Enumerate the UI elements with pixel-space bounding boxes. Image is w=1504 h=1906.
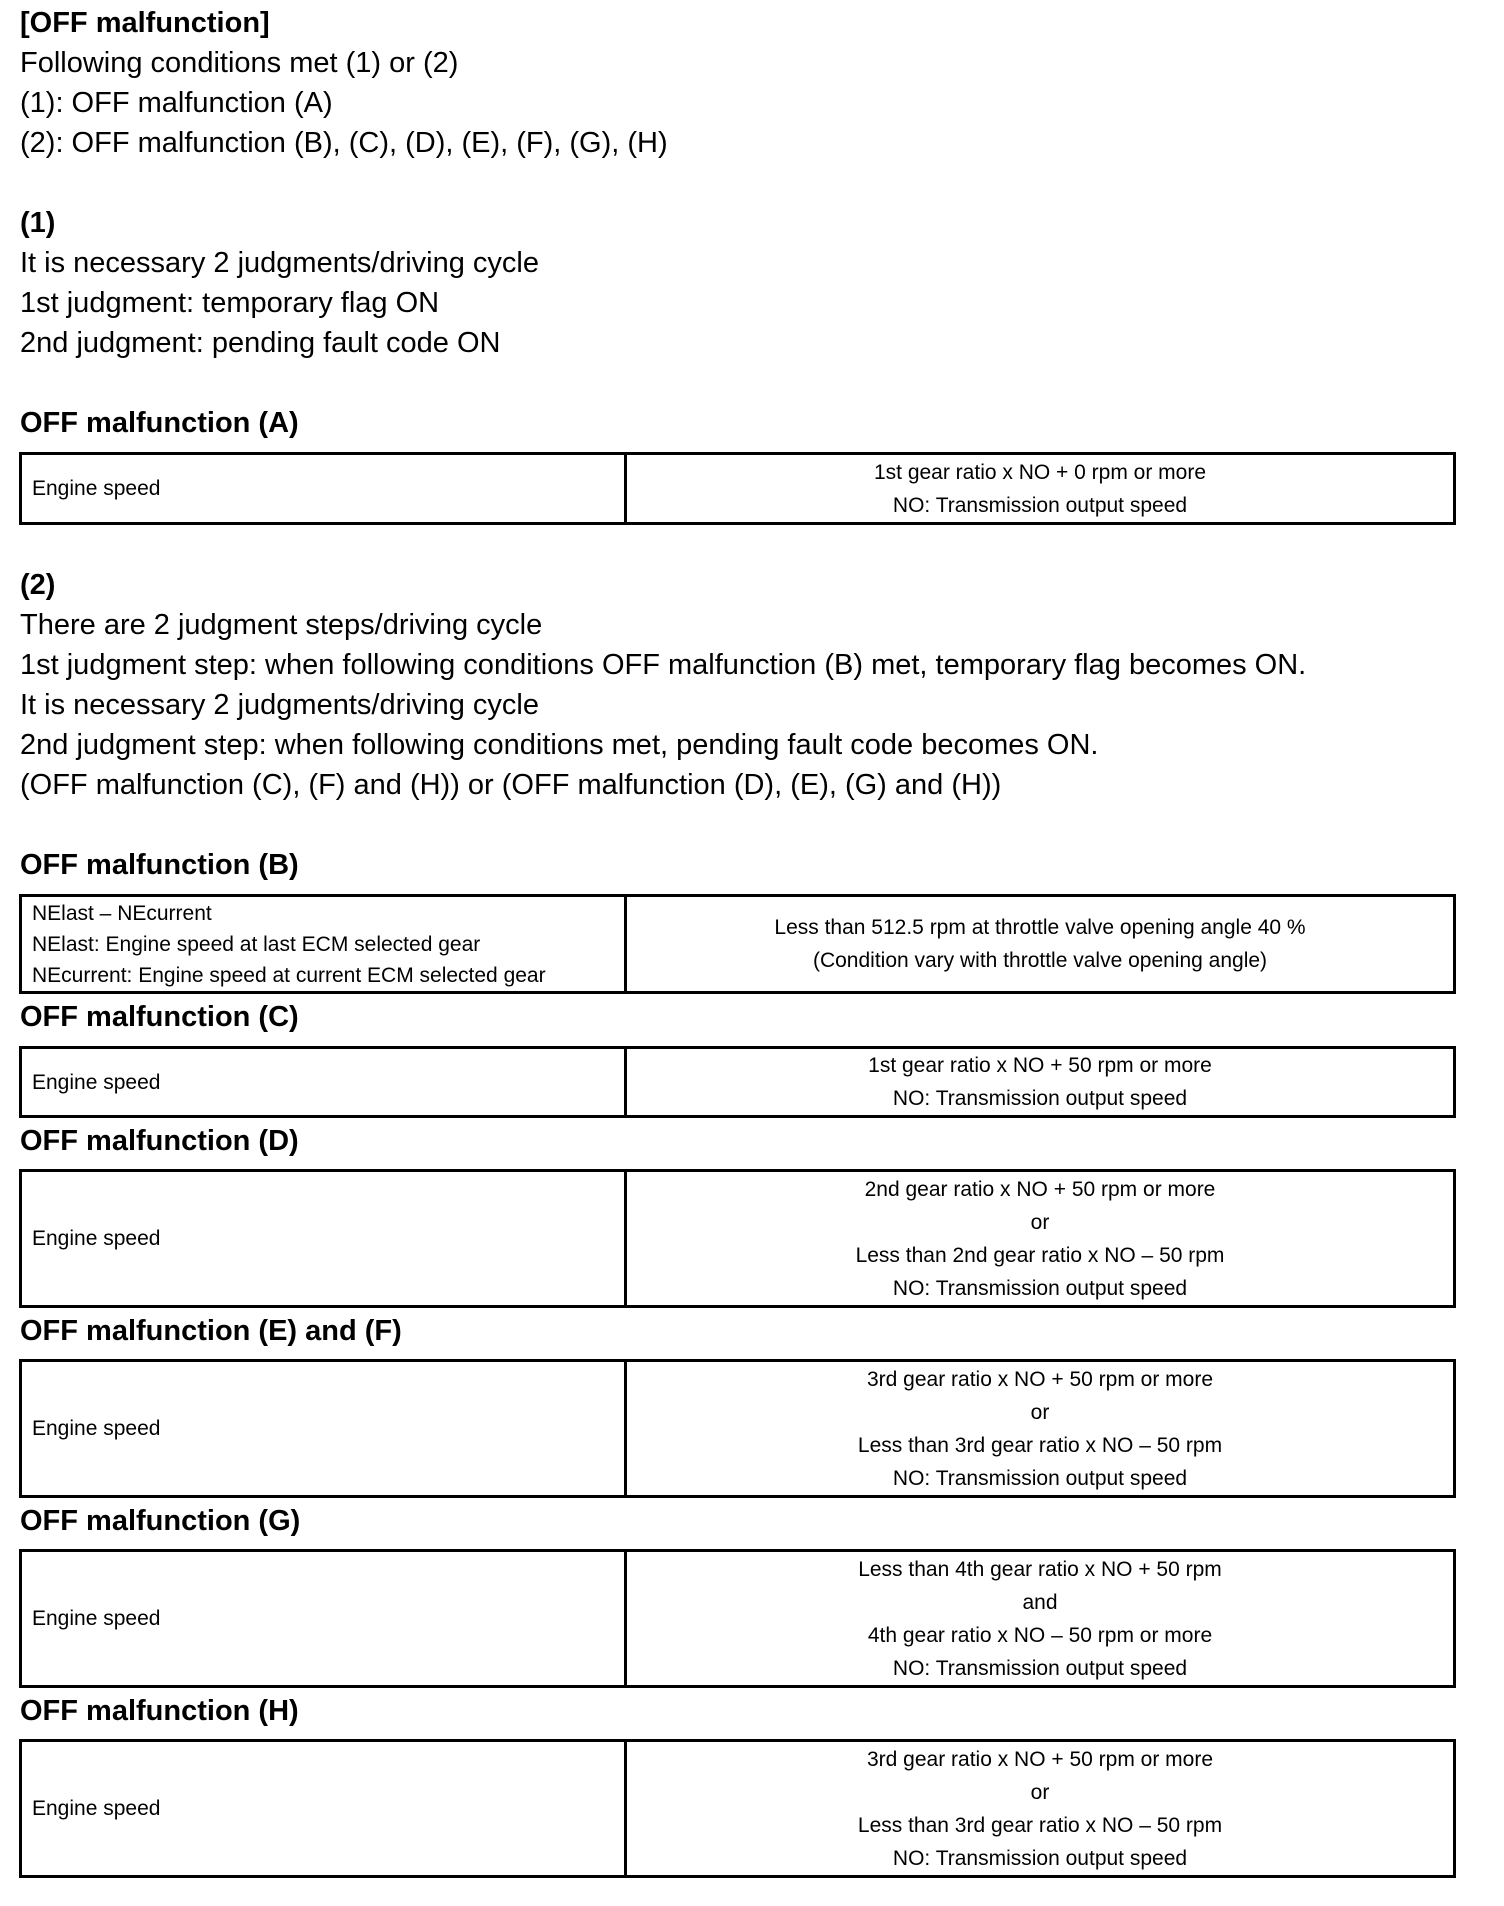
section-2-line: There are 2 judgment steps/driving cycle (20, 609, 543, 641)
condition-line: NO: Transmission output speed (892, 1656, 1188, 1680)
section-1-heading: (1) (20, 207, 56, 239)
section-2-heading: (2) (20, 569, 56, 601)
section-1-line: 1st judgment: temporary flag ON (20, 287, 440, 319)
table-a (19, 452, 1456, 525)
item-text: Engine speed (32, 1797, 161, 1820)
condition-line: 3rd gear ratio x NO + 50 rpm or more (866, 1747, 1214, 1771)
table-ef-condition (627, 1362, 1453, 1495)
table-a-item (22, 455, 627, 522)
table-b-title: OFF malfunction (B) (20, 849, 299, 881)
table-c (19, 1046, 1456, 1118)
item-text: NEcurrent: Engine speed at current ECM selected gear (32, 963, 546, 987)
table-a-condition (627, 455, 1453, 522)
intro-line: Following conditions met (1) or (2) (20, 47, 459, 79)
section-1-line: 2nd judgment: pending fault code ON (20, 327, 501, 359)
condition-line: Less than 4th gear ratio x NO + 50 rpm (858, 1557, 1222, 1581)
item-text: Engine speed (32, 1227, 161, 1250)
condition-line: or (1030, 1780, 1050, 1804)
document-heading: [OFF malfunction] (20, 7, 270, 39)
table-d-title: OFF malfunction (D) (20, 1125, 299, 1157)
section-2-line: 2nd judgment step: when following conditions met, pending fault code becomes ON. (20, 729, 1099, 761)
condition-line: (Condition vary with throttle valve opening angle) (812, 949, 1268, 972)
table-h-item (22, 1742, 627, 1875)
condition-line: 1st gear ratio x NO + 50 rpm or more (868, 1054, 1212, 1077)
table-g-title: OFF malfunction (G) (20, 1505, 301, 1537)
item-text: Engine speed (32, 1070, 161, 1094)
item-text: Engine speed (32, 1607, 161, 1630)
table-h-title: OFF malfunction (H) (20, 1695, 299, 1727)
item-text: NElast – NEcurrent (32, 901, 212, 925)
condition-line: NO: Transmission output speed (892, 1846, 1188, 1870)
table-c-condition (627, 1049, 1453, 1115)
condition-line: Less than 512.5 rpm at throttle valve opening angle 40 % (774, 916, 1306, 939)
section-1-line: It is necessary 2 judgments/driving cycle (20, 247, 539, 279)
condition-line: 4th gear ratio x NO – 50 rpm or more (867, 1623, 1213, 1647)
section-2-line: 1st judgment step: when following conditions OFF malfunction (B) met, temporary flag becomes ON. (20, 649, 1307, 681)
table-d-condition (627, 1172, 1453, 1305)
condition-line: 3rd gear ratio x NO + 50 rpm or more (866, 1367, 1214, 1391)
item-text: NElast: Engine speed at last ECM selected gear (32, 932, 481, 956)
table-c-item (22, 1049, 627, 1115)
condition-line: or (1030, 1210, 1050, 1234)
condition-line: NO: Transmission output speed (892, 1087, 1188, 1110)
section-2-line: (OFF malfunction (C), (F) and (H)) or (OFF malfunction (D), (E), (G) and (H)) (20, 769, 1002, 801)
table-c-title: OFF malfunction (C) (20, 1001, 299, 1033)
table-b-condition (627, 897, 1453, 991)
condition-line: Less than 3rd gear ratio x NO – 50 rpm (857, 1433, 1223, 1457)
table-ef-title: OFF malfunction (E) and (F) (20, 1315, 402, 1347)
condition-line: Less than 2nd gear ratio x NO – 50 rpm (855, 1243, 1225, 1267)
intro-line: (1): OFF malfunction (A) (20, 87, 333, 119)
table-ef (19, 1359, 1456, 1498)
table-g-item (22, 1552, 627, 1685)
condition-line: or (1030, 1400, 1050, 1424)
item-text: Engine speed (32, 1417, 161, 1440)
table-g-condition (627, 1552, 1453, 1685)
item-text: Engine speed (32, 477, 161, 500)
table-b-item (22, 897, 627, 991)
table-ef-item (22, 1362, 627, 1495)
condition-line: NO: Transmission output speed (892, 493, 1188, 517)
condition-line: 2nd gear ratio x NO + 50 rpm or more (864, 1177, 1216, 1201)
table-h-condition (627, 1742, 1453, 1875)
condition-line: and (1022, 1590, 1058, 1614)
section-2-line: It is necessary 2 judgments/driving cycle (20, 689, 539, 721)
condition-line: 1st gear ratio x NO + 0 rpm or more (873, 460, 1207, 484)
table-d-item (22, 1172, 627, 1305)
table-d (19, 1169, 1456, 1308)
intro-line: (2): OFF malfunction (B), (C), (D), (E), (F), (G), (H) (20, 127, 668, 159)
table-h (19, 1739, 1456, 1878)
condition-line: NO: Transmission output speed (892, 1276, 1188, 1300)
condition-line: Less than 3rd gear ratio x NO – 50 rpm (857, 1813, 1223, 1837)
table-g (19, 1549, 1456, 1688)
condition-line: NO: Transmission output speed (892, 1466, 1188, 1490)
table-b (19, 894, 1456, 994)
table-a-title: OFF malfunction (A) (20, 407, 299, 439)
